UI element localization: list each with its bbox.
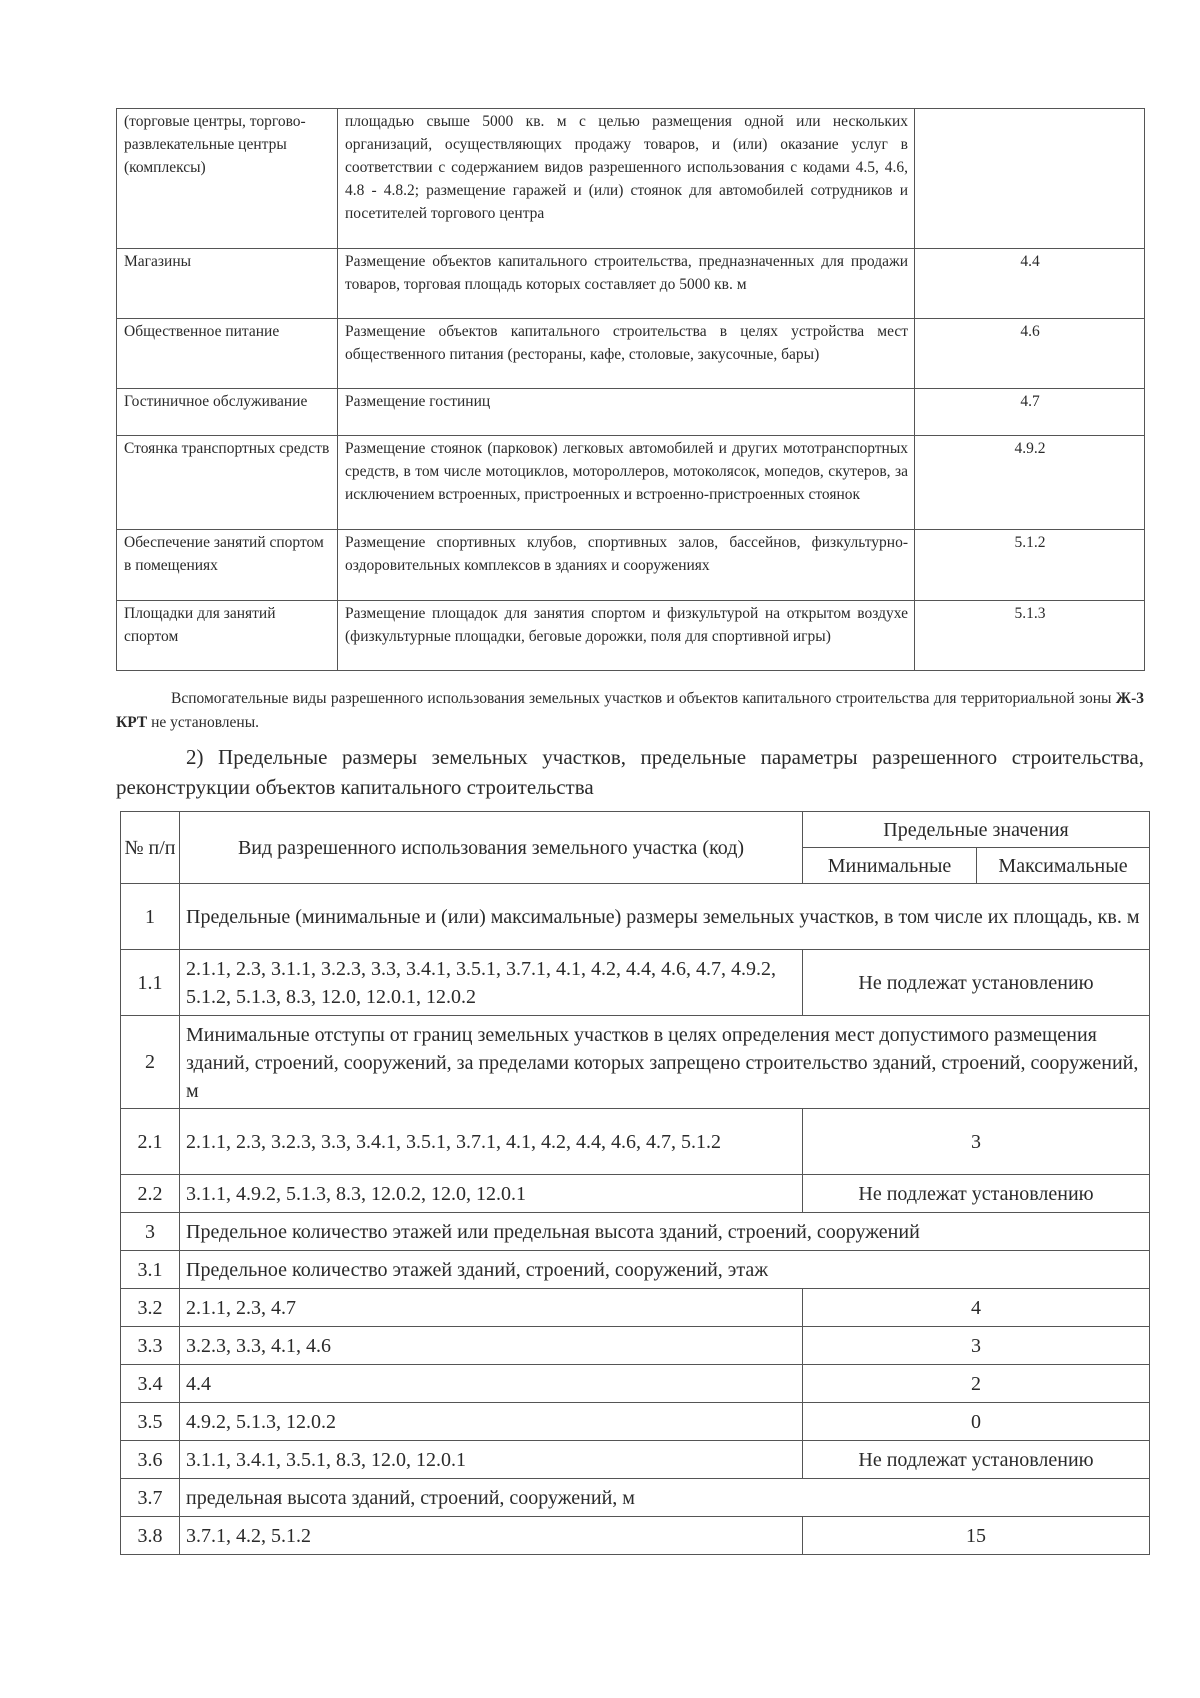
row-codes: 3.2.3, 3.3, 4.1, 4.6 [180,1327,803,1365]
row-section-text: Предельное количество этажей или предельная высота зданий, строений, сооружений [180,1213,1150,1251]
row-value: 3 [803,1109,1150,1175]
use-type-code: 5.1.2 [915,530,1145,601]
row-number: 3.2 [121,1289,180,1327]
use-type-code [915,109,1145,249]
row-value: Не подлежат установлению [803,950,1150,1016]
row-codes: 2.1.1, 2.3, 4.7 [180,1289,803,1327]
row-codes: 2.1.1, 2.3, 3.2.3, 3.3, 3.4.1, 3.5.1, 3.7.1, 4.1, 4.2, 4.4, 4.6, 4.7, 5.1.2 [180,1109,803,1175]
table-header-row [121,812,1150,848]
table-row [121,1517,1150,1555]
note-text-end: не установлены. [147,714,260,731]
row-number: 3.7 [121,1479,180,1517]
row-value: 15 [803,1517,1150,1555]
use-type-name: Общественное питание [117,319,338,389]
use-type-description: Размещение объектов капитального строительства в целях устройства мест общественного питания (рестораны, кафе, столовые, закусочные, бары) [338,319,915,389]
table-row [121,1479,1150,1517]
table-row [121,1109,1150,1175]
use-type-code: 5.1.3 [915,601,1145,671]
row-number: 3 [121,1213,180,1251]
row-codes: 2.1.1, 2.3, 3.1.1, 3.2.3, 3.3, 3.4.1, 3.5.1, 3.7.1, 4.1, 4.2, 4.4, 4.6, 4.7, 4.9.2, 5.1.2, 5.1.3, 8.3, 12.0, 12.0.1, 12.0.2 [180,950,803,1016]
zone-name: Ж-3 КРТ [116,690,1144,731]
row-number: 2 [121,1016,180,1109]
row-number: 3.5 [121,1403,180,1441]
row-section-text: Предельные (минимальные и (или) максимальные) размеры земельных участков, в том числе их площадь, кв. м [180,884,1150,950]
table-row [121,1175,1150,1213]
row-value: 0 [803,1403,1150,1441]
use-type-name: Площадки для занятий спортом [117,601,338,671]
use-type-code: 4.6 [915,319,1145,389]
row-codes: 3.1.1, 3.4.1, 3.5.1, 8.3, 12.0, 12.0.1 [180,1441,803,1479]
row-value: 3 [803,1327,1150,1365]
row-codes: 3.7.1, 4.2, 5.1.2 [180,1517,803,1555]
use-type-name: Гостиничное обслуживание [117,389,338,436]
table-row [117,249,1145,319]
use-type-description: Размещение спортивных клубов, спортивных залов, бассейнов, физкультурно-оздоровительных комплексов в зданиях и сооружениях [338,530,915,601]
table-row [117,319,1145,389]
row-number: 3.4 [121,1365,180,1403]
row-value: Не подлежат установлению [803,1175,1150,1213]
auxiliary-uses-note [116,687,1144,735]
table-row [117,436,1145,530]
row-codes: 3.1.1, 4.9.2, 5.1.3, 8.3, 12.0.2, 12.0, 12.0.1 [180,1175,803,1213]
row-number: 3.1 [121,1251,180,1289]
table-row [117,601,1145,671]
table-row [117,109,1145,249]
table-row [121,1016,1150,1109]
use-type-description: площадью свыше 5000 кв. м с целью размещения одной или нескольких организаций, осуществляющих продажу товаров, и (или) оказание услуг в соответствии с содержанием видов разрешенного использования с кодами 4.5, 4.6, 4.8 - 4.8.2; размещение гаражей и (или) стоянок для автомобилей сотрудников и посетителей торгового центра [338,109,915,249]
use-type-description: Размещение стоянок (парковок) легковых автомобилей и других мототранспортных средств, в том числе мотоциклов, мотороллеров, мотоколясок, мопедов, скутеров, за исключением встроенных, пристроенных и встроенно-пристроенных стоянок [338,436,915,530]
use-type-name: Обеспечение занятий спортом в помещениях [117,530,338,601]
section-2-title: 2) Предельные размеры земельных участков, предельные параметры разрешенного строительства, реконструкции объектов капитального строительства [116,745,1144,799]
table-row [121,1403,1150,1441]
header-maximum: Максимальные [977,848,1150,884]
header-minimum: Минимальные [803,848,977,884]
use-type-name: (торговые центры, торгово-развлекательные центры (комплексы) [117,109,338,249]
row-value: Не подлежат установлению [803,1441,1150,1479]
row-section-text: предельная высота зданий, строений, сооружений, м [180,1479,1150,1517]
table-row [117,530,1145,601]
table-row [121,950,1150,1016]
table-row [121,1441,1150,1479]
use-type-name: Магазины [117,249,338,319]
row-number: 3.3 [121,1327,180,1365]
row-number: 3.8 [121,1517,180,1555]
row-number: 2.1 [121,1109,180,1175]
use-type-code: 4.7 [915,389,1145,436]
row-number: 1.1 [121,950,180,1016]
row-number: 3.6 [121,1441,180,1479]
table-row [121,1213,1150,1251]
table-row [121,1251,1150,1289]
row-number: 1 [121,884,180,950]
row-value: 2 [803,1365,1150,1403]
use-type-description: Размещение гостиниц [338,389,915,436]
row-codes: 4.9.2, 5.1.3, 12.0.2 [180,1403,803,1441]
note-text: Вспомогательные виды разрешенного использования земельных участков и объектов капитального строительства для территориальной зоны [171,690,1116,707]
land-use-types-table [116,108,1145,671]
use-type-name: Стоянка транспортных средств [117,436,338,530]
use-type-code: 4.9.2 [915,436,1145,530]
table-row [121,1365,1150,1403]
row-section-text: Предельное количество этажей зданий, строений, сооружений, этаж [180,1251,1150,1289]
header-number: № п/п [121,812,180,884]
limit-parameters-table [120,811,1150,1555]
use-type-description: Размещение площадок для занятия спортом и физкультурой на открытом воздухе (физкультурные площадки, беговые дорожки, поля для спортивной игры) [338,601,915,671]
table-row [121,1289,1150,1327]
row-value: 4 [803,1289,1150,1327]
table-row [121,1327,1150,1365]
use-type-description: Размещение объектов капитального строительства, предназначенных для продажи товаров, торговая площадь которых составляет до 5000 кв. м [338,249,915,319]
row-codes: 4.4 [180,1365,803,1403]
table-row [117,389,1145,436]
table-row [121,884,1150,950]
row-number: 2.2 [121,1175,180,1213]
use-type-code: 4.4 [915,249,1145,319]
row-section-text: Минимальные отступы от границ земельных участков в целях определения мест допустимого размещения зданий, строений, сооружений, за пределами которых запрещено строительство зданий, строений, сооружений, м [180,1016,1150,1109]
header-limit-values: Предельные значения [803,812,1150,848]
header-use-kind: Вид разрешенного использования земельного участка (код) [180,812,803,884]
